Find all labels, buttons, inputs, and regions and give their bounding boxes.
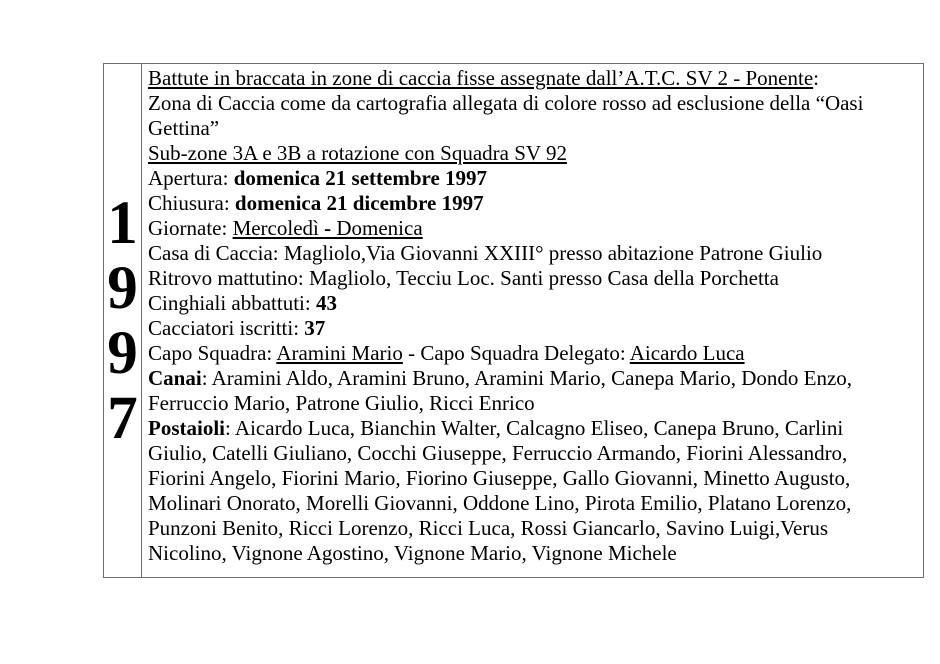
text-line (148, 341, 919, 366)
text-segment: Giulio, Catelli Giuliano, Cocchi Giuseppe, Ferruccio Armando, Fiorini Alessandro, (148, 441, 848, 465)
text-line (148, 391, 919, 416)
text-segment: 43 (315, 291, 337, 315)
text-segment: Punzoni Benito, Ricci Lorenzo, Ricci Luca, Rossi Giancarlo, Savino Luigi,Verus (148, 516, 829, 540)
text-line (148, 116, 919, 141)
text-segment: Capo Squadra: (148, 341, 277, 365)
text-segment: Zona di Caccia come da cartografia allegata di colore rosso ad esclusione della “Oasi (148, 91, 864, 115)
text-segment: Aramini Mario (276, 341, 403, 365)
text-segment: domenica 21 dicembre 1997 (234, 191, 484, 215)
text-segment: Giornate: (148, 216, 233, 240)
text-line (148, 241, 919, 266)
text-segment: Battute in braccata in zone di caccia fisse assegnate dall’A.T.C. SV 2 - Ponente (148, 66, 814, 90)
text-segment: : (813, 66, 820, 90)
year-digit: 9 (107, 319, 138, 387)
year-digit: 1 (107, 189, 138, 257)
text-segment: Ritrovo mattutino: Magliolo, Tecciu Loc. Santi presso Casa della Porchetta (148, 266, 779, 290)
text-segment: Gettina” (148, 116, 220, 140)
text-segment: Cacciatori iscritti: (148, 316, 305, 340)
text-line (148, 191, 919, 216)
text-segment: 37 (304, 316, 326, 340)
text-segment: Canai (148, 366, 202, 390)
text-segment: Ferruccio Mario, Patrone Giulio, Ricci Enrico (148, 391, 535, 415)
text-line (148, 441, 919, 466)
year-digit: 7 (107, 384, 138, 452)
text-segment: Cinghiali abbattuti: (148, 291, 316, 315)
text-line (148, 466, 919, 491)
text-segment: Nicolino, Vignone Agostino, Vignone Mario, Vignone Michele (148, 541, 677, 565)
year-column (104, 64, 142, 577)
text-line (148, 291, 919, 316)
text-segment: - (324, 216, 332, 240)
text-segment: : Aicardo Luca, Bianchin Walter, Calcagno Eliseo, Canepa Bruno, Carlini (225, 416, 844, 440)
text-line (148, 216, 919, 241)
text-line (148, 516, 919, 541)
text-line (148, 416, 919, 441)
text-segment: Fiorini Angelo, Fiorini Mario, Fiorino Giuseppe, Gallo Giovanni, Minetto Augusto, (148, 466, 851, 490)
text-segment: Molinari Onorato, Morelli Giovanni, Oddone Lino, Pirota Emilio, Platano Lorenzo, (148, 491, 852, 515)
text-segment: Apertura: (148, 166, 234, 190)
year-digit: 9 (107, 254, 138, 322)
text-line (148, 366, 919, 391)
text-segment: - Capo Squadra Delegato: (402, 341, 630, 365)
text-segment: : Aramini Aldo, Aramini Bruno, Aramini Mario, Canepa Mario, Dondo Enzo, (201, 366, 853, 390)
text-line (148, 541, 919, 566)
text-line (148, 91, 919, 116)
text-segment: Mercoledì (232, 216, 325, 240)
text-segment: domenica 21 settembre 1997 (233, 166, 488, 190)
season-details-cell (142, 64, 923, 577)
text-line (148, 166, 919, 191)
text-segment: Sub-zone 3A e 3B a rotazione con Squadra SV 92 (148, 141, 567, 165)
text-segment: Casa di Caccia: Magliolo,Via Giovanni XXIII° presso abitazione Patrone Giulio (148, 241, 823, 265)
hunting-season-table (103, 63, 924, 578)
text-segment: Postaioli (148, 416, 225, 440)
text-line (148, 141, 919, 166)
text-segment: Aicardo Luca (629, 341, 745, 365)
text-line (148, 66, 919, 91)
text-line (148, 266, 919, 291)
text-line (148, 491, 919, 516)
text-line (148, 316, 919, 341)
text-segment: Domenica (331, 216, 423, 240)
text-segment: Chiusura: (148, 191, 235, 215)
